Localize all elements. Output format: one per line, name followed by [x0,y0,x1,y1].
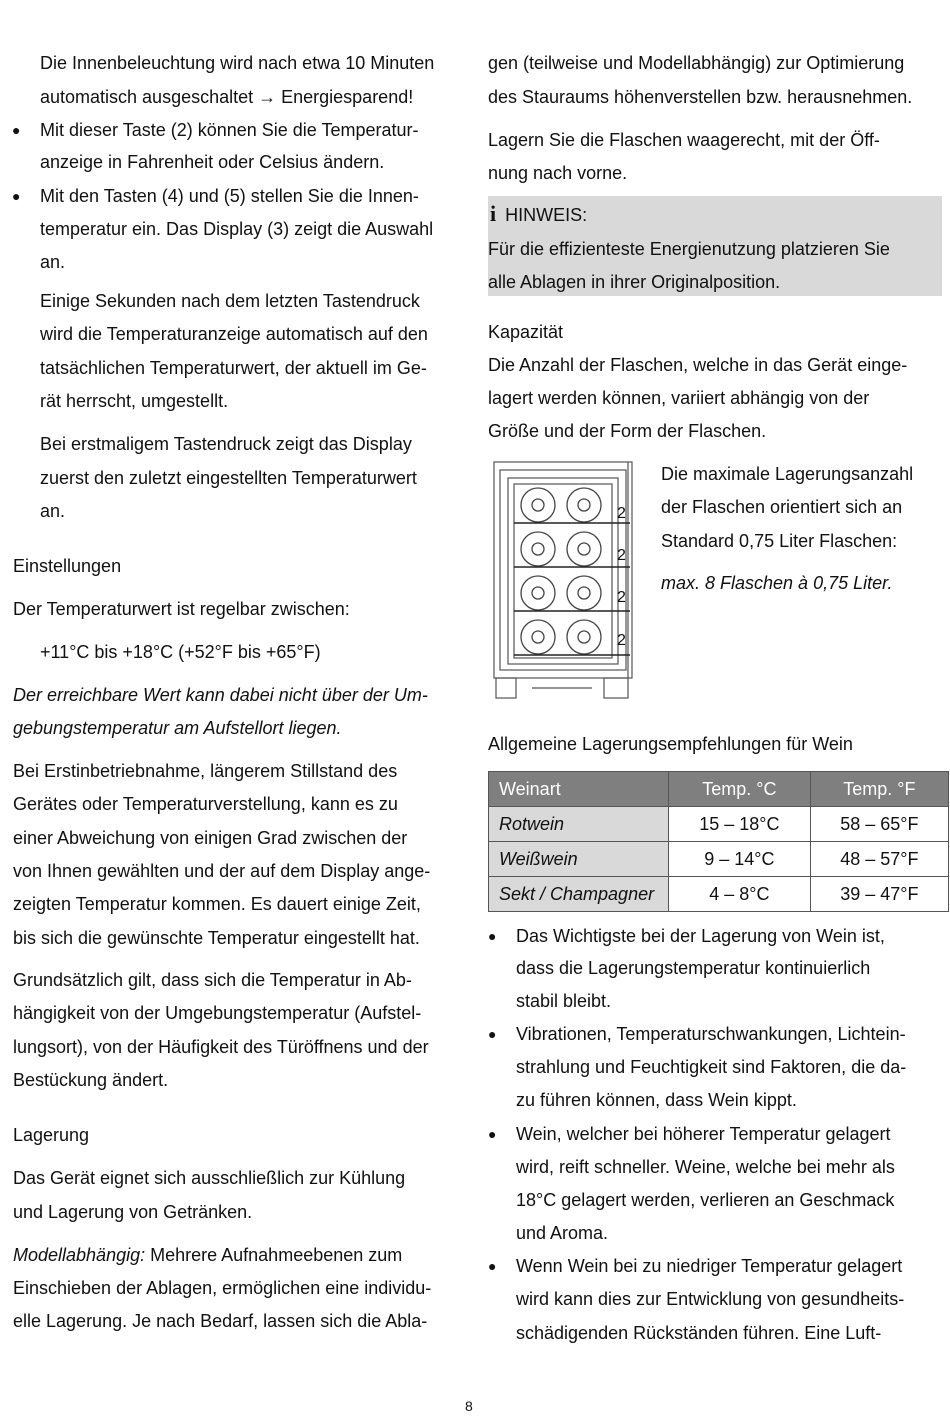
bullet-icon: ● [12,122,21,138]
text-line: Mit dieser Taste (2) können Sie die Temperatur- [40,120,419,140]
text-line: automatisch ausgeschaltet → Energiesparend! [40,87,414,107]
figure-label: 2 [617,632,626,649]
bold-phrase: Grundsätzlich gilt [13,970,152,990]
table-cell: 4 – 8°C [669,877,811,912]
text-line: und Lagerung von Getränken. [13,1202,253,1222]
text-line: +11°C bis +18°C (+52°F bis +65°F) [40,642,321,662]
table-cell: Rotwein [489,807,669,842]
text-line: des Stauraums höhenverstellen bzw. herausnehmen. [488,87,913,107]
text-line: Das Wichtigste bei der Lagerung von Wein ist, [516,926,885,946]
hint-text: alle Ablagen in ihrer Originalposition. [488,272,781,292]
figure-label: 2 [617,547,626,564]
text-line: wird, reift schneller. Weine, welche bei mehr als [516,1157,895,1177]
text-line: Mit den Tasten (4) und (5) stellen Sie die Innen- [40,186,419,206]
text-line: Die maximale Lagerungsanzahl [661,464,914,484]
text-line: Vibrationen, Temperaturschwankungen, Lichtein- [516,1024,906,1044]
text-line: anzeige in Fahrenheit oder Celsius ändern. [40,152,385,172]
text-line: wird die Temperaturanzeige automatisch auf den [40,324,428,344]
text-line: elle Lagerung. Je nach Bedarf, lassen sich die Abla- [13,1311,428,1331]
text-line: zeigten Temperatur kommen. Es dauert einige Zeit, [13,894,421,914]
text-line: und Aroma. [516,1223,609,1243]
text-line: Wenn Wein bei zu niedriger Temperatur gelagert [516,1256,903,1276]
table-cell: 39 – 47°F [810,877,948,912]
text-line [13,970,412,990]
text-line: von Ihnen gewählten und der auf dem Display ange- [13,861,431,881]
figure-label: 2 [617,589,626,606]
capacity-max: max. 8 Flaschen à 0,75 Liter. [661,573,893,593]
text-line: temperatur ein. Das Display (3) zeigt die Auswahl [40,219,434,239]
text-line: gen (teilweise und Modellabhängig) zur Optimierung [488,53,905,73]
text-line: dass die Lagerungstemperatur kontinuierlich [516,958,871,978]
table-cell: 58 – 65°F [810,807,948,842]
text-line: Bei Erstinbetriebnahme, längerem Stillstand des [13,761,398,781]
section-heading: Einstellungen [13,556,122,576]
text-line: tatsächlichen Temperaturwert, der aktuell im Ge- [40,358,427,378]
text-line: Gerätes oder Temperaturverstellung, kann es zu [13,794,398,814]
italic-phrase: Modellabhängig: [13,1245,146,1265]
text-line [13,1245,402,1265]
table-header-cell: Weinart [489,772,669,807]
table-cell: 9 – 14°C [669,842,811,877]
table-cell: 15 – 18°C [669,807,811,842]
text-line: Einschieben der Ablagen, ermöglichen eine individu- [13,1278,432,1298]
hint-title: HINWEIS: [505,205,588,225]
text-line: Der Temperaturwert ist regelbar zwischen: [13,599,350,619]
text-line: Einige Sekunden nach dem letzten Tastendruck [40,291,420,311]
hint-text: Für die effizienteste Energienutzung platzieren Sie [488,239,890,259]
text-line: Wein, welcher bei höherer Temperatur gelagert [516,1124,891,1144]
table-cell: Weißwein [489,842,669,877]
bullet-icon: ● [12,188,21,204]
text-line: lungsort), von der Häufigkeit des Türöffnens und der [13,1037,429,1057]
table-header-cell: Temp. °F [810,772,948,807]
text-line: einer Abweichung von einigen Grad zwischen der [13,828,408,848]
text-line: schädigenden Rückständen führen. Eine Luft- [516,1323,882,1343]
text-line: zu führen können, dass Wein kippt. [516,1090,797,1110]
table-header-row [489,772,949,807]
text-line: Das Gerät eignet sich ausschließlich zur Kühlung [13,1168,406,1188]
text-line: rät herrscht, umgestellt. [40,391,229,411]
table-row [489,877,949,912]
text-line: lagert werden können, variiert abhängig von der [488,388,870,408]
text-line: Lagern Sie die Flaschen waagerecht, mit der Öff- [488,130,880,150]
text-line: Bestückung ändert. [13,1070,169,1090]
text-line: der Flaschen orientiert sich an [661,497,903,517]
text-line: an. [40,252,66,272]
text-span: Mehrere Aufnahmeebenen zum [145,1245,403,1265]
bullet-icon: ● [488,928,497,944]
text-line: hängigkeit von der Umgebungstemperatur (Aufstel- [13,1003,422,1023]
section-heading: Lagerung [13,1125,90,1145]
text-line: Die Innenbeleuchtung wird nach etwa 10 Minuten [40,53,435,73]
table-cell: 48 – 57°F [810,842,948,877]
info-icon: i [490,201,497,226]
wine-storage-table [488,771,949,912]
bullet-icon: ● [488,1126,497,1142]
italic-note: Der erreichbare Wert kann dabei nicht über der Um- [13,685,428,705]
text-line: stabil bleibt. [516,991,612,1011]
page-number: 8 [465,1398,473,1414]
bullet-icon: ● [488,1258,497,1274]
table-row [489,842,949,877]
text-line: bis sich die gewünschte Temperatur eingestellt hat. [13,928,420,948]
table-header-cell: Temp. °C [669,772,811,807]
hint-header [490,201,588,226]
text-line: Die Anzahl der Flaschen, welche in das Gerät einge- [488,355,908,375]
table-row [489,807,949,842]
text-line: Bei erstmaligem Tastendruck zeigt das Display [40,434,412,454]
text-line: 18°C gelagert werden, verlieren an Geschmack [516,1190,895,1210]
section-heading: Kapazität [488,322,564,342]
italic-note: gebungstemperatur am Aufstellort liegen. [13,718,342,738]
text-line: zuerst den zuletzt eingestellten Temperaturwert [40,468,417,488]
text-line: strahlung und Feuchtigkeit sind Faktoren, die da- [516,1057,907,1077]
text-span: , dass sich die Temperatur in Ab- [151,970,412,990]
table-cell: Sekt / Champagner [489,877,669,912]
text-line: an. [40,501,66,521]
wine-fridge-illustration [492,460,652,704]
bullet-icon: ● [488,1026,497,1042]
text-line: nung nach vorne. [488,163,628,183]
text-line: wird kann dies zur Entwicklung von gesundheits- [516,1289,905,1309]
text-line: Standard 0,75 Liter Flaschen: [661,531,898,551]
table-heading: Allgemeine Lagerungsempfehlungen für Wein [488,734,853,754]
text-line: Größe und der Form der Flaschen. [488,421,767,441]
figure-label: 2 [617,505,626,522]
